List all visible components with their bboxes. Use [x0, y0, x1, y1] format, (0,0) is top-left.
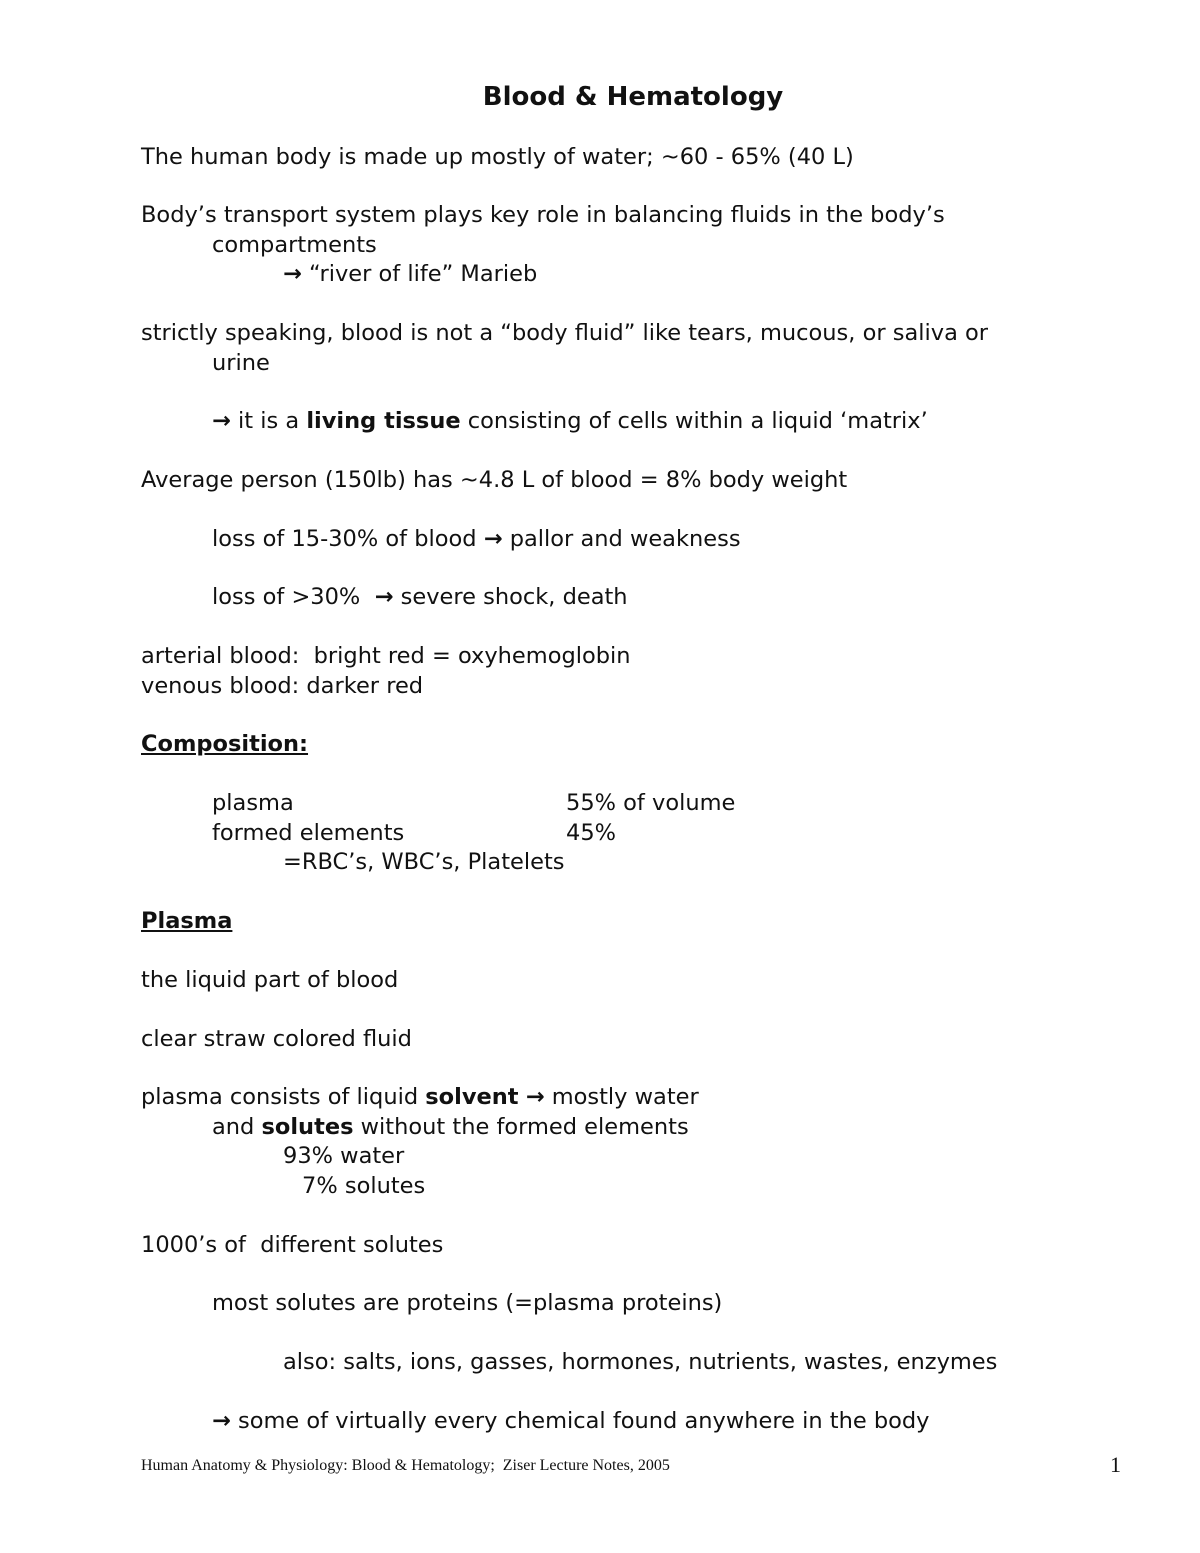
average-line: Average person (150lb) has ~4.8 L of blood = 8% body weight: [141, 467, 848, 493]
arrow-icon: →: [212, 1408, 231, 1434]
solvent-term: solvent: [425, 1084, 519, 1110]
plasma-label: plasma: [212, 790, 294, 816]
loss-15-30-line: [212, 524, 741, 554]
thousands-line: 1000’s of different solutes: [141, 1232, 444, 1258]
consists-pre: plasma consists of liquid: [141, 1084, 426, 1110]
arrow-icon: →: [525, 1084, 545, 1110]
arrow-icon: →: [212, 408, 231, 434]
spacer: [519, 1084, 526, 1110]
and-pre: and: [212, 1114, 262, 1140]
transport-line-2: compartments: [212, 232, 377, 258]
river-of-life-line: [283, 259, 537, 289]
virtually-text: some of virtually every chemical found anywhere in the body: [230, 1408, 930, 1434]
living-pre: it is a: [230, 408, 307, 434]
arrow-icon: →: [483, 526, 503, 552]
venous-line: venous blood: darker red: [141, 673, 424, 699]
solutes-term: solutes: [261, 1114, 354, 1140]
living-tissue-line: [212, 406, 928, 436]
loss2-pre: loss of >30%: [212, 584, 375, 610]
loss1-pre: loss of 15-30% of blood: [212, 526, 484, 552]
living-tissue-term: living tissue: [306, 408, 461, 434]
page-title: Blood & Hematology: [482, 82, 784, 112]
loss-30-line: [212, 582, 628, 612]
arterial-line: arterial blood: bright red = oxyhemoglobin: [141, 643, 631, 669]
loss2-post: severe shock, death: [393, 584, 628, 610]
page-footer: Human Anatomy & Physiology: Blood & Hematology; Ziser Lecture Notes, 2005: [141, 1457, 670, 1474]
water-line: The human body is made up mostly of water; ~60 - 65% (40 L): [141, 144, 854, 170]
most-solutes-line: most solutes are proteins (=plasma proteins): [212, 1290, 723, 1316]
loss1-post: pallor and weakness: [502, 526, 741, 552]
arrow-icon: →: [374, 584, 394, 610]
water-pct-line: 93% water: [283, 1143, 405, 1169]
virtually-line: [212, 1406, 929, 1436]
formed-label: formed elements: [212, 820, 405, 846]
river-text: “river of life” Marieb: [301, 261, 538, 287]
also-line: also: salts, ions, gasses, hormones, nutrients, wastes, enzymes: [283, 1349, 998, 1375]
liquid-part-line: the liquid part of blood: [141, 967, 399, 993]
solutes-pct-line: 7% solutes: [302, 1173, 426, 1199]
strictly-line-1: strictly speaking, blood is not a “body fluid” like tears, mucous, or saliva or: [141, 320, 989, 346]
composition-heading: Composition:: [141, 731, 309, 757]
consists-line: [141, 1082, 699, 1112]
strictly-line-2: urine: [212, 350, 270, 376]
page-number: 1: [1110, 1452, 1121, 1477]
plasma-heading: Plasma: [141, 908, 233, 934]
formed-value: 45%: [566, 820, 617, 846]
living-post: consisting of cells within a liquid ‘matrix’: [460, 408, 928, 434]
and-solutes-line: [212, 1112, 689, 1142]
arrow-icon: →: [283, 261, 302, 287]
formed-detail: =RBC’s, WBC’s, Platelets: [283, 849, 565, 875]
transport-line-1: Body’s transport system plays key role in balancing fluids in the body’s: [141, 202, 945, 228]
and-post: without the formed elements: [353, 1114, 689, 1140]
clear-straw-line: clear straw colored fluid: [141, 1026, 412, 1052]
consists-post: mostly water: [544, 1084, 699, 1110]
plasma-value: 55% of volume: [566, 790, 736, 816]
